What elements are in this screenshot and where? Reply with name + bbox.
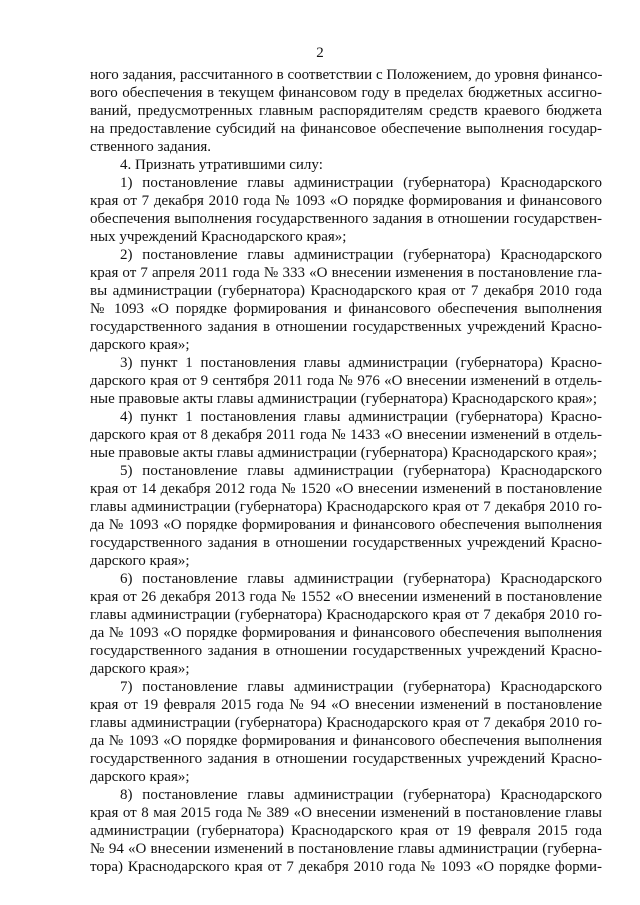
text-line: дарского края от 9 сентября 2011 года № 976 «О внесении изменений в отдель-	[90, 373, 602, 389]
text-line: края от 26 декабря 2013 года № 1552 «О внесении изменений в постановление	[90, 589, 602, 605]
text-line: дарского края от 8 декабря 2011 года № 1433 «О внесении изменений в отдель-	[90, 427, 602, 443]
text-line: дарского края»;	[90, 769, 190, 785]
text-line: дарского края»;	[90, 661, 190, 677]
text-line: вого обеспечения в текущем финансовом году в пределах бюджетных ассигно-	[90, 85, 602, 101]
text-line: края от 19 февраля 2015 года № 94 «О внесении изменений в постановление	[90, 697, 602, 713]
text-line: администрации (губернатора) Краснодарского края от 19 февраля 2015 года	[90, 823, 602, 839]
text-line: главы администрации (губернатора) Краснодарского края от 7 декабря 2010 го-	[90, 715, 602, 731]
text-line: государственного задания в отношении государственных учреждений Красно-	[90, 643, 602, 659]
text-line: 3) пункт 1 постановления главы администрации (губернатора) Красно-	[120, 355, 602, 371]
text-line: края от 8 мая 2015 года № 389 «О внесении изменений в постановление главы	[90, 805, 602, 821]
text-line: государственного задания в отношении государственных учреждений Красно-	[90, 319, 602, 335]
text-line: государственного задания в отношении государственных учреждений Красно-	[90, 751, 602, 767]
text-line: да № 1093 «О порядке формирования и финансового обеспечения выполнения	[90, 625, 602, 641]
text-line: дарского края»;	[90, 553, 190, 569]
text-line: тора) Краснодарского края от 7 декабря 2010 года № 1093 «О порядке форми-	[90, 859, 602, 875]
text-line: 7) постановление главы администрации (губернатора) Краснодарского	[120, 679, 602, 695]
text-line: ного задания, рассчитанного в соответствии с Положением, до уровня финансо-	[90, 67, 603, 83]
text-line: да № 1093 «О порядке формирования и финансового обеспечения выполнения	[90, 517, 602, 533]
text-line: государственного задания в отношении государственных учреждений Красно-	[90, 535, 602, 551]
text-line: 8) постановление главы администрации (губернатора) Краснодарского	[120, 787, 602, 803]
text-line: главы администрации (губернатора) Краснодарского края от 7 декабря 2010 го-	[90, 607, 602, 623]
text-line: на предоставление субсидий на финансовое обеспечение выполнения государ-	[90, 121, 602, 137]
text-line: ственного задания.	[90, 139, 212, 155]
text-line: ные правовые акты главы администрации (губернатора) Краснодарского края»;	[90, 445, 598, 461]
page-number: 2	[316, 45, 324, 61]
text-line: дарского края»;	[90, 337, 190, 353]
text-line: обеспечения выполнения государственного задания в отношении государствен-	[90, 211, 602, 227]
text-line: № 94 «О внесении изменений в постановление главы администрации (губерна-	[90, 841, 602, 857]
document-body	[90, 66, 602, 876]
text-line: ваний, предусмотренных главным распорядителям средств краевого бюджета	[90, 103, 602, 119]
text-line: 2) постановление главы администрации (губернатора) Краснодарского	[120, 247, 602, 263]
text-line: края от 7 апреля 2011 года № 333 «О внесении изменения в постановление гла-	[90, 265, 602, 281]
text-line: 4) пункт 1 постановления главы администрации (губернатора) Красно-	[120, 409, 602, 425]
text-line: ные правовые акты главы администрации (губернатора) Краснодарского края»;	[90, 391, 598, 407]
text-line: края от 7 декабря 2010 года № 1093 «О порядке формирования и финансового	[90, 193, 602, 209]
text-line: 4. Признать утратившими силу:	[120, 157, 323, 173]
text-line: 6) постановление главы администрации (губернатора) Краснодарского	[120, 571, 602, 587]
text-line: да № 1093 «О порядке формирования и финансового обеспечения выполнения	[90, 733, 602, 749]
text-line: 1) постановление главы администрации (губернатора) Краснодарского	[120, 175, 602, 191]
text-line: № 1093 «О порядке формирования и финансового обеспечения выполнения	[90, 301, 602, 317]
text-line: края от 14 декабря 2012 года № 1520 «О внесении изменений в постановление	[90, 481, 602, 497]
text-line: ных учреждений Краснодарского края»;	[90, 229, 347, 245]
text-line: вы администрации (губернатора) Краснодарского края от 7 декабря 2010 года	[90, 283, 602, 299]
text-line: 5) постановление главы администрации (губернатора) Краснодарского	[120, 463, 602, 479]
text-line: главы администрации (губернатора) Краснодарского края от 7 декабря 2010 го-	[90, 499, 602, 515]
